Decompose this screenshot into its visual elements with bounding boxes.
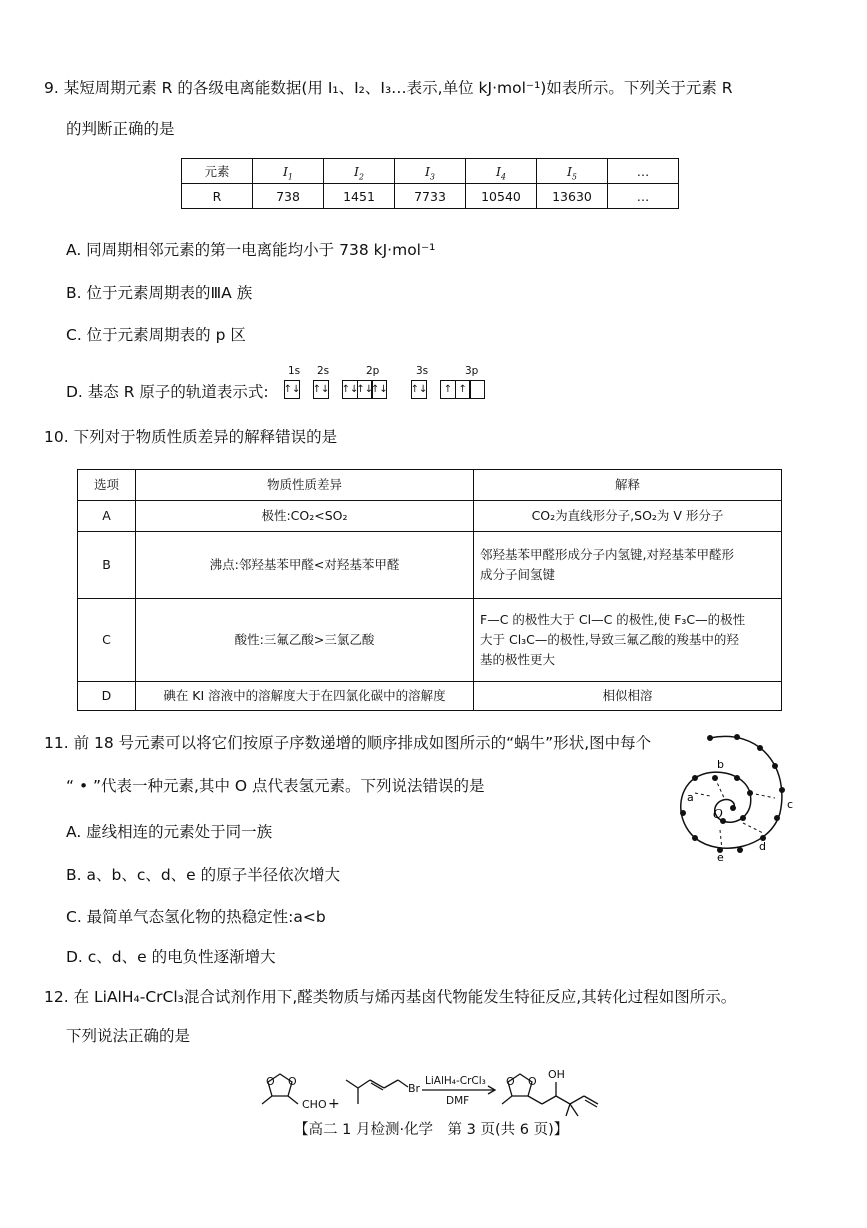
page-footer: 【高二 1 月检测·化学 第 3 页(共 6 页)】 — [294, 1122, 569, 1138]
figure-label-d: d — [759, 840, 766, 853]
table-header-cell: $I_2$ — [324, 159, 395, 184]
orbital-box: ↑↓ — [411, 380, 427, 399]
orbital-box: ↑↓ — [313, 380, 329, 399]
table-row — [78, 501, 782, 532]
orbital-label-2p: 2p — [366, 365, 380, 377]
table-header-cell: $I_1$ — [253, 159, 324, 184]
scheme-cho: CHO — [302, 1098, 327, 1111]
table-cell: 相似相溶 — [474, 682, 782, 711]
orbital-box: ↑ — [440, 380, 456, 399]
table-cell: D — [78, 682, 136, 711]
table-cell: 1451 — [324, 184, 395, 209]
table-cell: 738 — [253, 184, 324, 209]
scheme-reagent-bottom: DMF — [446, 1095, 470, 1107]
table-row — [78, 599, 782, 682]
orbital-label-3p: 3p — [465, 365, 479, 377]
figure-label-origin: O — [713, 807, 723, 821]
table-header-cell: $I_4$ — [466, 159, 537, 184]
table-cell: B — [78, 532, 136, 599]
q9-option-d: D. 基态 R 原子的轨道表示式: — [66, 383, 269, 401]
q10-stem: 10. 下列对于物质性质差异的解释错误的是 — [44, 428, 338, 446]
figure-label-c: c — [787, 798, 794, 811]
q9-option-a: A. 同周期相邻元素的第一电离能均小于 738 kJ·mol⁻¹ — [66, 241, 436, 259]
q11-stem-line2: “ • ”代表一种元素,其中 O 点代表氢元素。下列说法错误的是 — [66, 777, 485, 795]
q9-option-c: C. 位于元素周期表的 p 区 — [66, 326, 246, 344]
orbital-label-2s: 2s — [317, 365, 330, 377]
q11-option-a: A. 虚线相连的元素处于同一族 — [66, 823, 273, 841]
orbital-1s — [284, 380, 300, 399]
orbital-box: ↑↓ — [284, 380, 300, 399]
scheme-product-oxygen-right: O — [528, 1075, 537, 1088]
q9-stem-line1: 9. 某短周期元素 R 的各级电离能数据(用 I₁、I₂、I₃…表示,单位 kJ·mol⁻¹)如表所示。下列关于元素 R — [44, 79, 733, 97]
table-cell: 7733 — [395, 184, 466, 209]
scheme-oh: OH — [548, 1068, 565, 1081]
q11-option-d: D. c、d、e 的电负性逐渐增大 — [66, 948, 276, 966]
scheme-oxygen-left: O — [266, 1075, 275, 1088]
table-cell: 酸性:三氟乙酸>三氯乙酸 — [136, 599, 474, 682]
q9-stem-line2: 的判断正确的是 — [66, 120, 175, 138]
q12-stem-line2: 下列说法正确的是 — [66, 1027, 191, 1045]
orbital-box: ↑↓ — [342, 380, 358, 399]
snail-diagram — [665, 728, 795, 863]
table-row — [78, 532, 782, 599]
table-row — [182, 184, 679, 209]
table-header-row — [182, 159, 679, 184]
figure-label-a: a — [687, 791, 694, 804]
orbital-3s — [411, 380, 427, 399]
scheme-reagent-top: LiAlH₄-CrCl₃ — [425, 1075, 486, 1087]
q12-stem-line1: 12. 在 LiAlH₄-CrCl₃混合试剂作用下,醛类物质与烯丙基卤代物能发生特征反应,其转化过程如图所示。 — [44, 988, 737, 1006]
table-cell: A — [78, 501, 136, 532]
scheme-product-oxygen-left: O — [506, 1075, 515, 1088]
q9-option-b: B. 位于元素周期表的ⅢA 族 — [66, 284, 253, 302]
orbital-2p — [342, 380, 387, 399]
orbital-label-3s: 3s — [416, 365, 429, 377]
ionization-energy-table — [181, 158, 679, 209]
table-header-cell: 解释 — [474, 470, 782, 501]
orbital-box: ↑↓ — [357, 380, 373, 399]
table-cell: 碘在 KI 溶液中的溶解度大于在四氯化碳中的溶解度 — [136, 682, 474, 711]
table-cell: 沸点:邻羟基苯甲醛<对羟基苯甲醛 — [136, 532, 474, 599]
scheme-br: Br — [408, 1082, 421, 1095]
table-header-cell: $I_5$ — [537, 159, 608, 184]
table-cell: 13630 — [537, 184, 608, 209]
table-row — [78, 682, 782, 711]
table-cell: R — [182, 184, 253, 209]
orbital-2s — [313, 380, 329, 399]
scheme-oxygen-right: O — [288, 1075, 297, 1088]
table-header-cell: 元素 — [182, 159, 253, 184]
table-cell: … — [608, 184, 679, 209]
q11-stem-line1: 11. 前 18 号元素可以将它们按原子序数递增的顺序排成如图所示的“蜗牛”形状,图中每个 — [44, 734, 652, 752]
scheme-plus: + — [328, 1096, 340, 1112]
orbital-3p — [440, 380, 485, 399]
table-header-cell: 选项 — [78, 470, 136, 501]
orbital-box — [469, 380, 485, 399]
figure-label-b: b — [717, 758, 724, 771]
table-header-cell: 物质性质差异 — [136, 470, 474, 501]
q11-option-b: B. a、b、c、d、e 的原子半径依次增大 — [66, 866, 341, 884]
figure-label-e: e — [717, 851, 724, 863]
table-cell: C — [78, 599, 136, 682]
table-header-cell: $I_3$ — [395, 159, 466, 184]
table-header-cell: … — [608, 159, 679, 184]
orbital-label-1s: 1s — [288, 365, 301, 377]
orbital-box: ↑ — [455, 380, 471, 399]
table-cell: CO₂为直线形分子,SO₂为 V 形分子 — [474, 501, 782, 532]
property-explanation-table — [77, 469, 782, 711]
table-cell: F—C 的极性大于 Cl—C 的极性,使 F₃C—的极性 大于 Cl₃C—的极性,导致三氟乙酸的羧基中的羟 基的极性更大 — [474, 599, 782, 682]
table-cell: 10540 — [466, 184, 537, 209]
table-cell: 邻羟基苯甲醛形成分子内氢键,对羟基苯甲醛形 成分子间氢键 — [474, 532, 782, 599]
table-cell: 极性:CO₂<SO₂ — [136, 501, 474, 532]
reaction-scheme — [250, 1060, 610, 1120]
table-header-row — [78, 470, 782, 501]
orbital-box: ↑↓ — [371, 380, 387, 399]
q11-option-c: C. 最简单气态氢化物的热稳定性:a<b — [66, 908, 326, 926]
